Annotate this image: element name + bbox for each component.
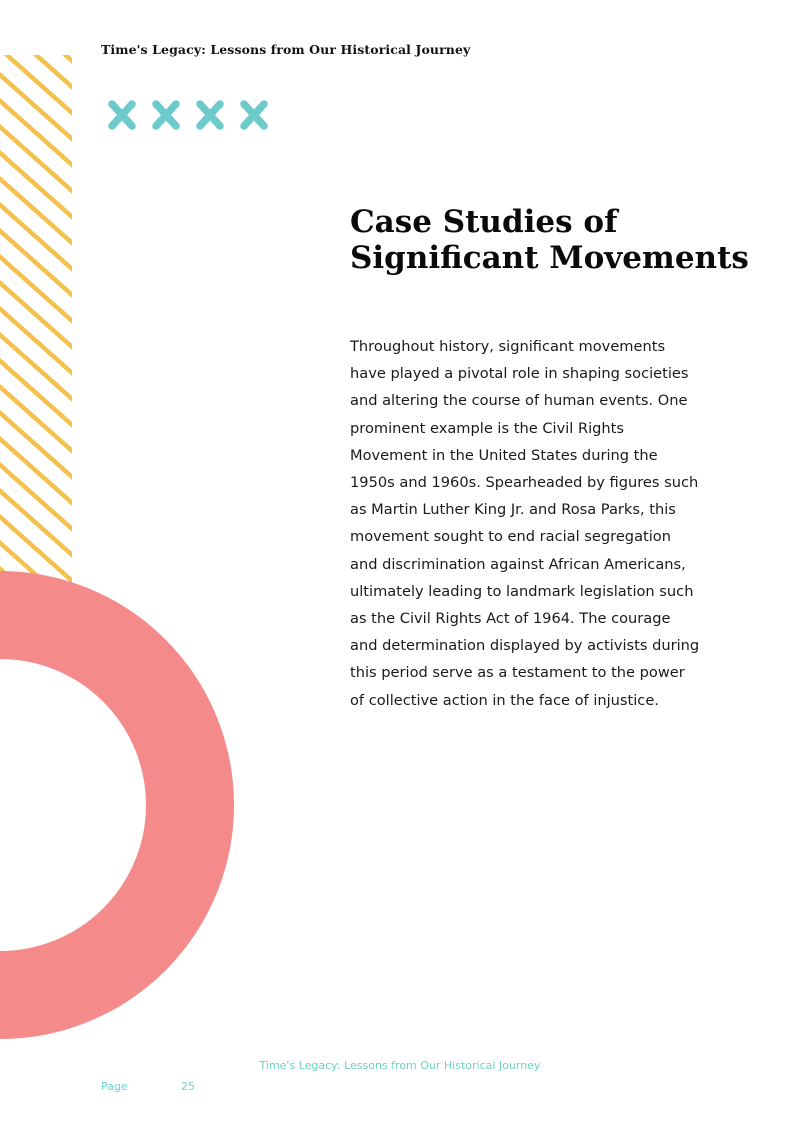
page-number: 25 bbox=[181, 1080, 195, 1093]
page-title: Case Studies of Significant Movements bbox=[350, 204, 749, 276]
x-mark-icon bbox=[112, 104, 132, 126]
x-mark-icon bbox=[244, 104, 264, 126]
footer-page-label: Page bbox=[101, 1080, 128, 1093]
footer-title: Time's Legacy: Lessons from Our Historical Journey bbox=[259, 1059, 541, 1072]
x-mark-icon bbox=[200, 104, 220, 126]
running-header: Time's Legacy: Lessons from Our Historical Journey bbox=[101, 42, 471, 57]
body-paragraph: Throughout history, significant movements have played a pivotal role in shaping societies and altering the course of human events. One prominent example is the Civil Rights Movement in the United States during the 1950s and 1960s. Spearheaded by figures such as Martin Luther King Jr. and Rosa Parks, this movement sought to end racial segregation and discrimination against African Americans, ultimately leading to landmark legislation such as the Civil Rights Act of 1964. The courage and determination displayed by activists during this period serve as a testament to the power of collective action in the face of injustice. bbox=[350, 338, 700, 709]
ring-decoration bbox=[0, 0, 240, 1132]
x-mark-icon bbox=[156, 104, 176, 126]
x-mark-row bbox=[100, 96, 280, 136]
